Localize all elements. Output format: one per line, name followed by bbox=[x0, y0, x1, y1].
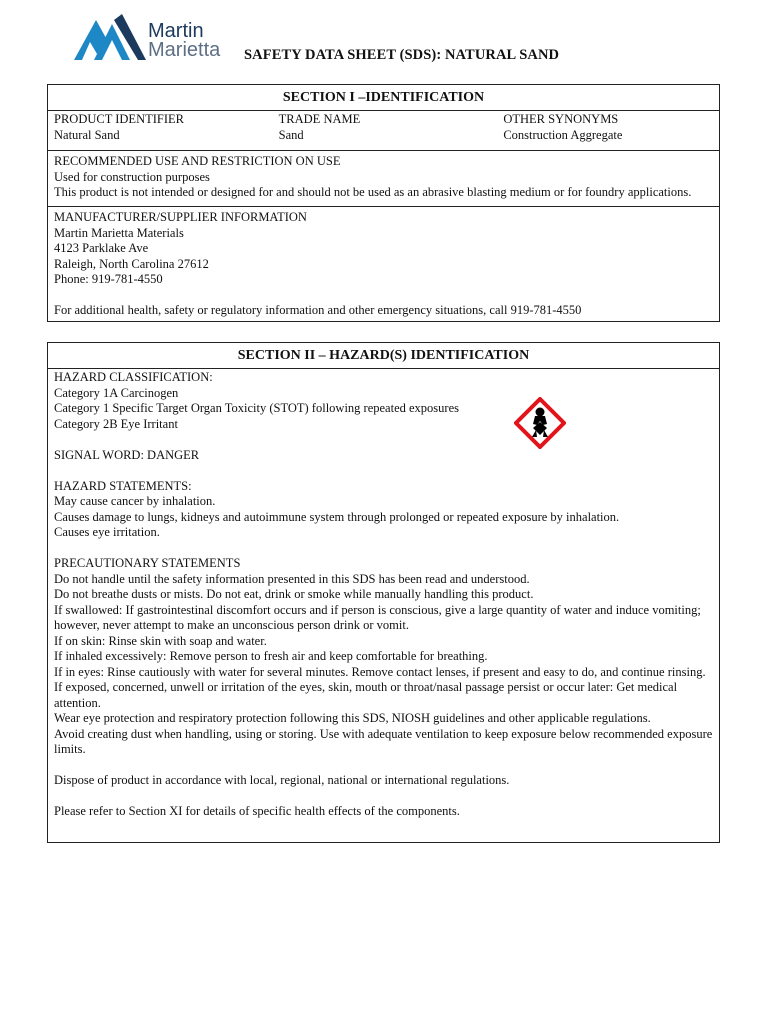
identifier-label: TRADE NAME bbox=[278, 112, 361, 126]
section-identification bbox=[47, 84, 720, 322]
section-hazard-identification bbox=[47, 342, 720, 843]
use-line: Used for construction purposes bbox=[54, 169, 210, 184]
identifier-value: Construction Aggregate bbox=[503, 127, 623, 142]
other-synonyms bbox=[503, 112, 713, 147]
precaution-line: Do not handle until the safety information presented in this SDS has been read and understood. bbox=[54, 571, 530, 586]
identifier-label: OTHER SYNONYMS bbox=[503, 112, 619, 126]
signal-word: SIGNAL WORD: DANGER bbox=[54, 447, 200, 462]
precaution-line: Avoid creating dust when handling, using or storing. Use with adequate ventilation to keep exposure below recommended exposure limits. bbox=[54, 726, 713, 756]
identifier-value: Sand bbox=[278, 127, 304, 142]
hazard-line: Causes damage to lungs, kidneys and autoimmune system through prolonged or repeated exposure by inhalation. bbox=[54, 509, 620, 524]
precaution-line: If inhaled excessively: Remove person to fresh air and keep comfortable for breathing. bbox=[54, 649, 488, 663]
logo-text-martin: Martin bbox=[148, 20, 204, 42]
product-identifier bbox=[54, 112, 279, 147]
trade-name bbox=[279, 112, 504, 147]
precaution-line: If in eyes: Rinse cautiously with water for several minutes. Remove contact lenses, if present and easy to do, and continue rinsing. bbox=[54, 664, 706, 679]
precaution-line: If swallowed: If gastrointestinal discomfort occurs and if person is conscious, give a large quantity of water and induce vomiting; however, never attempt to make an unconscious person drink or vomit. bbox=[54, 602, 701, 632]
classification-line: Category 1A Carcinogen bbox=[54, 385, 179, 400]
manufacturer-heading: MANUFACTURER/SUPPLIER INFORMATION bbox=[54, 210, 307, 224]
logo-mark-icon bbox=[74, 14, 146, 60]
classification-line: Category 1 Specific Target Organ Toxicity (STOT) following repeated exposures bbox=[54, 401, 459, 415]
precaution-line: If on skin: Rinse skin with soap and water. bbox=[54, 633, 267, 648]
precaution-line: If exposed, concerned, unwell or irritation of the eyes, skin, mouth or throat/nasal passage persist or occur later: Get medical attention. bbox=[54, 680, 678, 710]
precaution-heading: PRECAUTIONARY STATEMENTS bbox=[54, 556, 241, 570]
identifier-row bbox=[48, 111, 719, 151]
hazard-line: May cause cancer by inhalation. bbox=[54, 494, 216, 508]
dispose-statement: Dispose of product in accordance with local, regional, national or international regulations. bbox=[54, 773, 510, 787]
additional-info: For additional health, safety or regulatory information and other emergency situations, call 919-781-4550 bbox=[54, 303, 582, 317]
identifier-value: Natural Sand bbox=[54, 127, 120, 142]
manufacturer-line: Phone: 919-781-4550 bbox=[54, 272, 163, 286]
section-heading: SECTION I –IDENTIFICATION bbox=[48, 85, 719, 111]
manufacturer-row bbox=[48, 207, 719, 322]
document-title: SAFETY DATA SHEET (SDS): NATURAL SAND bbox=[244, 47, 560, 63]
use-line: This product is not intended or designed for and should not be used as an abrasive blasting medium or for foundry applications. bbox=[54, 185, 692, 199]
classification-line: Category 2B Eye Irritant bbox=[54, 416, 178, 431]
logo-text-marietta: Marietta bbox=[148, 39, 221, 61]
hazard-line: Causes eye irritation. bbox=[54, 525, 160, 539]
precaution-line: Do not breathe dusts or mists. Do not eat, drink or smoke while manually handling this product. bbox=[54, 587, 534, 601]
section-heading: SECTION II – HAZARD(S) IDENTIFICATION bbox=[48, 343, 719, 369]
recommended-use-row bbox=[48, 151, 719, 207]
manufacturer-line: Raleigh, North Carolina 27612 bbox=[54, 256, 209, 271]
use-heading: RECOMMENDED USE AND RESTRICTION ON USE bbox=[54, 154, 341, 168]
precaution-line: Wear eye protection and respiratory protection following this SDS, NIOSH guidelines and other applicable regulations. bbox=[54, 711, 651, 725]
hazard-body bbox=[48, 369, 719, 821]
health-hazard-icon bbox=[514, 397, 566, 449]
identifier-label: PRODUCT IDENTIFIER bbox=[54, 112, 184, 126]
refer-statement: Please refer to Section XI for details of specific health effects of the components. bbox=[54, 804, 460, 818]
hazard-heading: HAZARD STATEMENTS: bbox=[54, 478, 192, 493]
logo-wordmark bbox=[148, 22, 220, 60]
classification-heading: HAZARD CLASSIFICATION: bbox=[54, 370, 213, 384]
manufacturer-line: Martin Marietta Materials bbox=[54, 225, 184, 240]
manufacturer-line: 4123 Parklake Ave bbox=[54, 241, 149, 255]
